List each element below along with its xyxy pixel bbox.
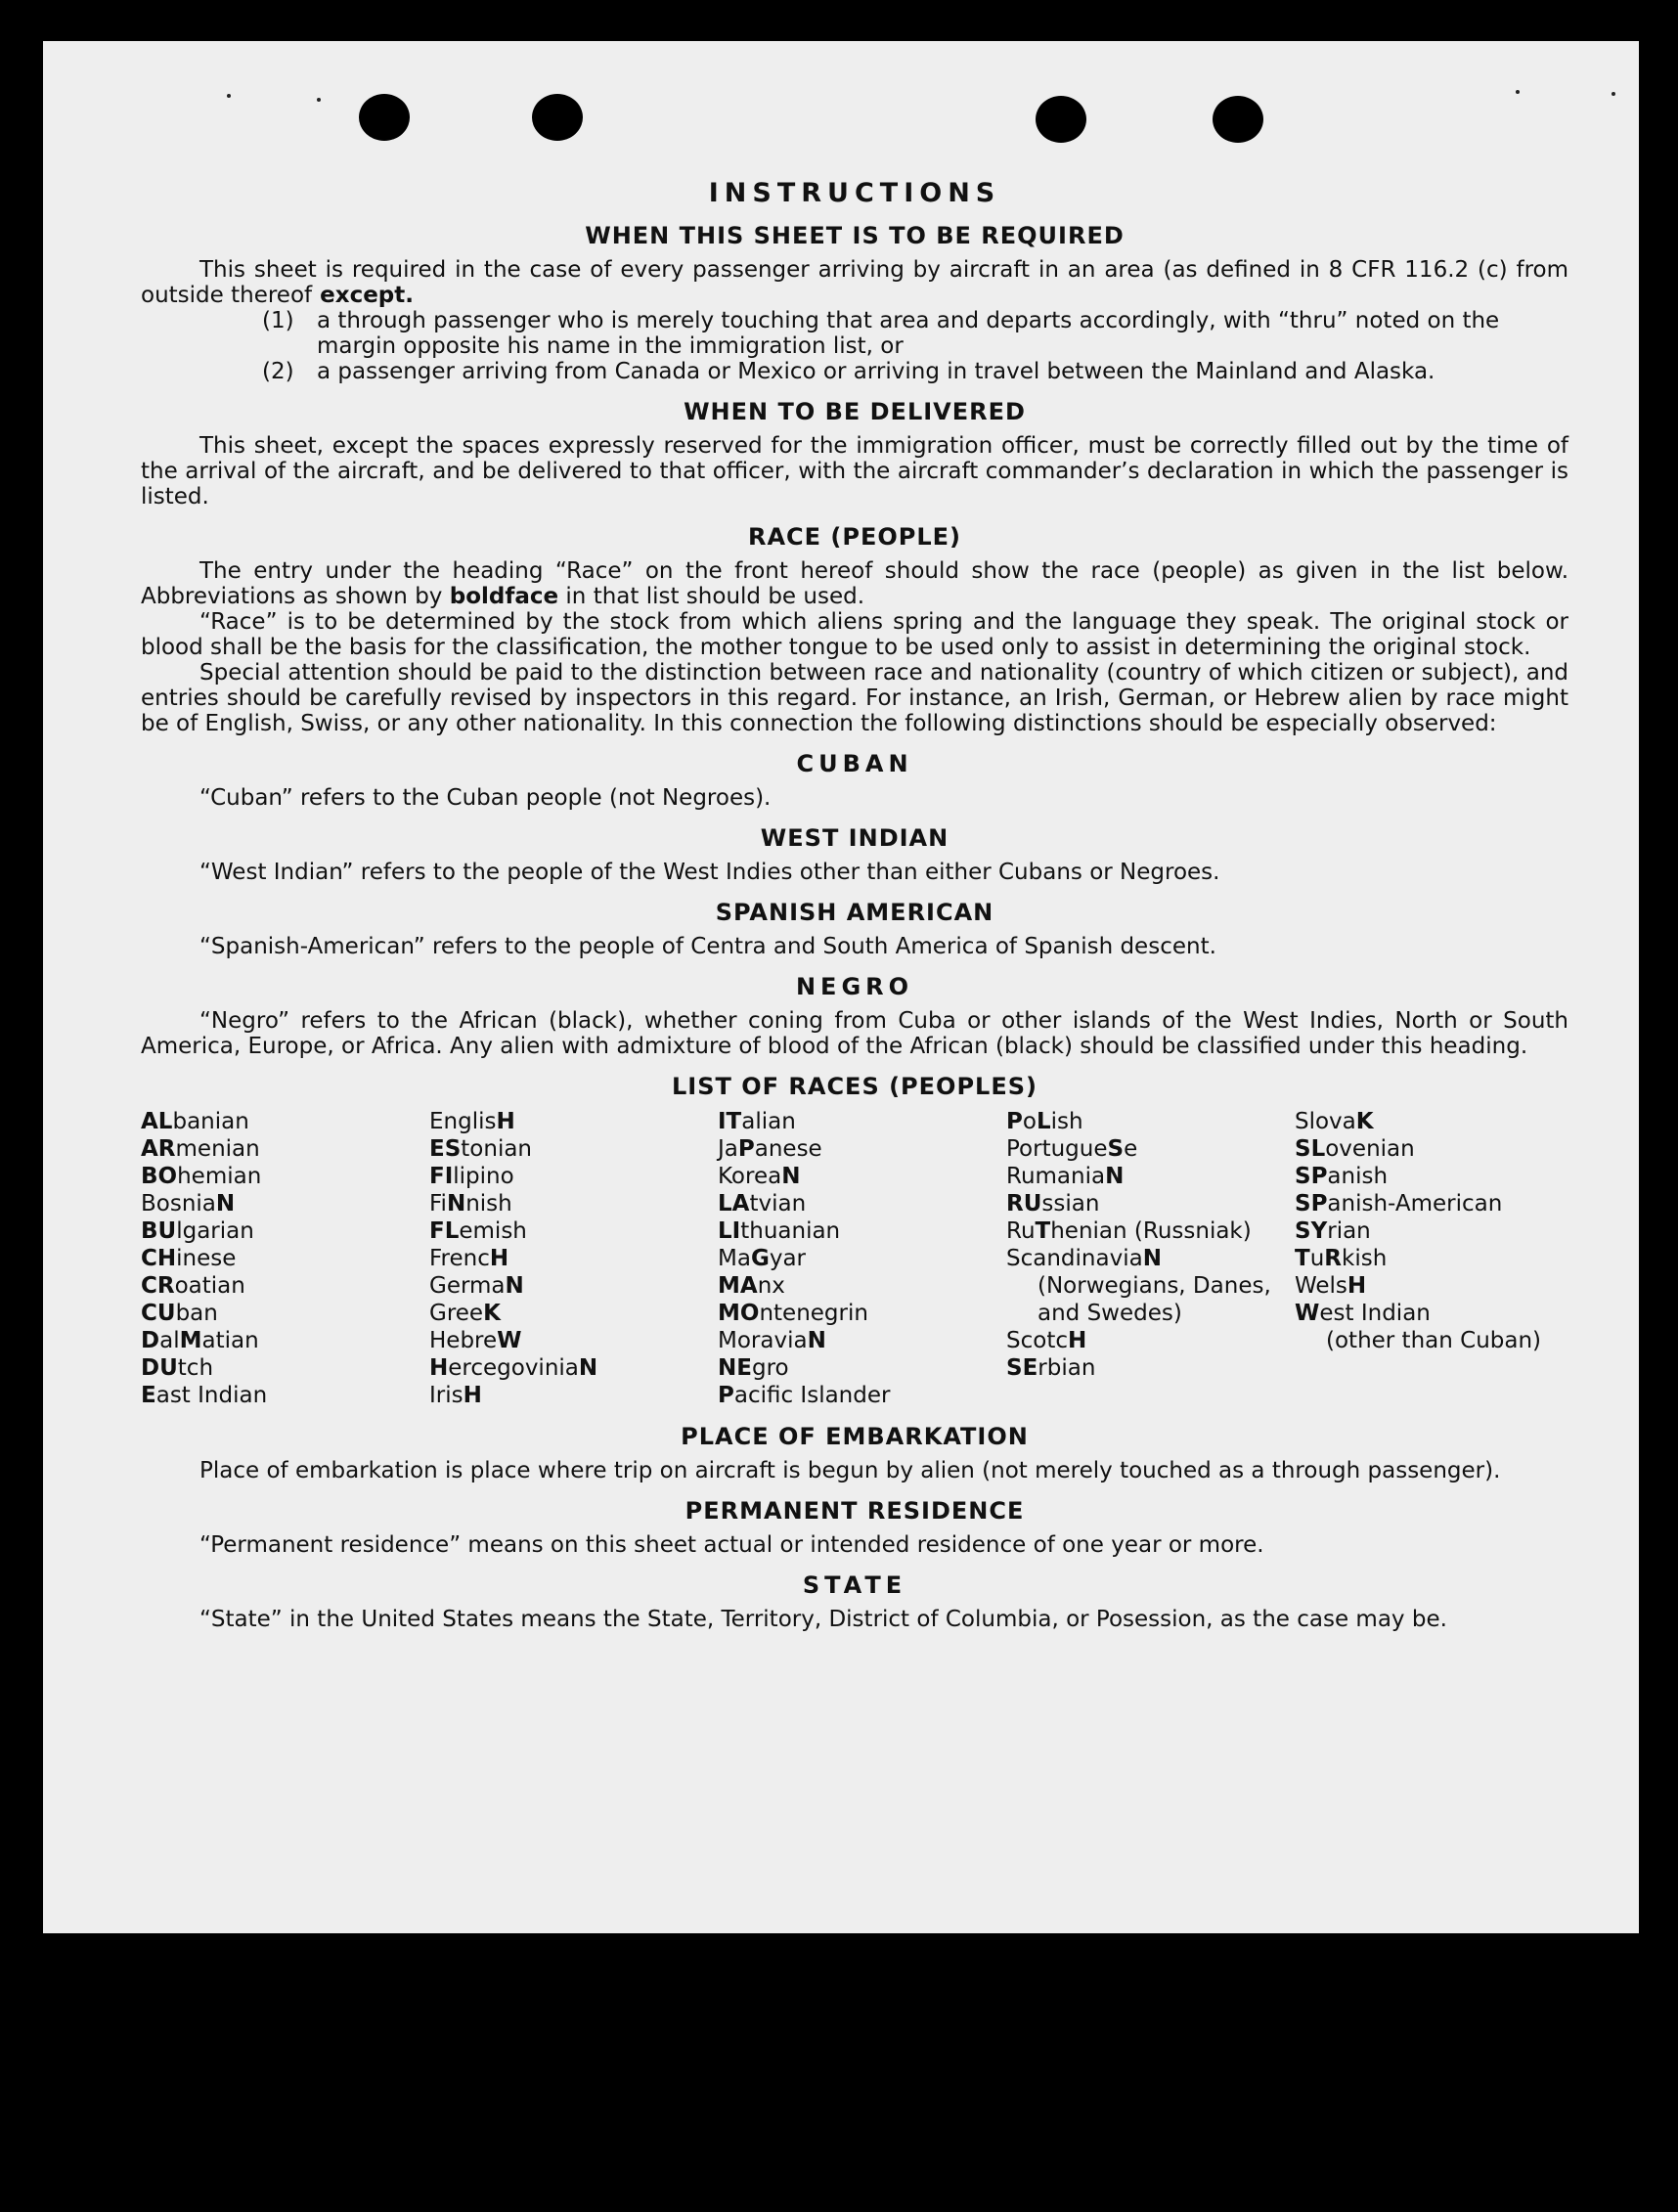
race-entry: PoLish bbox=[1006, 1109, 1083, 1134]
section-heading: RACE (PEOPLE) bbox=[747, 523, 962, 551]
race-entry: MOntenegrin bbox=[718, 1301, 868, 1326]
race-list bbox=[141, 1108, 1568, 1409]
race-entry: HercegoviniaN bbox=[429, 1355, 598, 1381]
punch-hole bbox=[532, 94, 583, 141]
section-heading: STATE bbox=[802, 1571, 907, 1599]
section-heading: PERMANENT RESIDENCE bbox=[684, 1497, 1025, 1525]
paragraph: This sheet, except the spaces expressly reserved for the immigration officer, must be correctly filled out by the time of the arrival of the aircraft, and be delivered to that officer, with the aircraft commander’s declaration in which the passenger is listed. bbox=[141, 433, 1568, 509]
race-entry: East Indian bbox=[141, 1383, 268, 1408]
race-entry: NEgro bbox=[718, 1355, 789, 1381]
paragraph: Place of embarkation is place where trip on aircraft is begun by alien (not merely touched as a through passenger). bbox=[199, 1458, 1501, 1483]
race-entry: FiNnish bbox=[429, 1191, 512, 1217]
race-entry: CHinese bbox=[141, 1246, 237, 1271]
race-entry: DUtch bbox=[141, 1355, 214, 1381]
race-entry: KoreaN bbox=[718, 1164, 801, 1189]
race-entry: GermaN bbox=[429, 1273, 524, 1299]
race-entry: CRoatian bbox=[141, 1273, 245, 1299]
section-heading: SPANISH AMERICAN bbox=[715, 899, 994, 926]
race-entry: LAtvian bbox=[718, 1191, 807, 1217]
section-heading: WHEN THIS SHEET IS TO BE REQUIRED bbox=[585, 222, 1125, 249]
section-heading: PLACE OF EMBARKATION bbox=[681, 1423, 1029, 1450]
paragraph: “Spanish-American” refers to the people of Centra and South America of Spanish descent. bbox=[199, 934, 1216, 959]
race-entry: ALbanian bbox=[141, 1109, 249, 1134]
section-heading: NEGRO bbox=[795, 973, 914, 1000]
race-entry: HebreW bbox=[429, 1328, 522, 1353]
race-column bbox=[141, 1108, 415, 1409]
paragraph: Special attention should be paid to the distinction between race and nationality (country of which citizen or subject), and entries should be carefully revised by inspectors in this regard. For instance, an Irish, German, or Hebrew alien by race might be of English, Swiss, or any other nationality. In this connection the following distinctions should be especially observed: bbox=[141, 660, 1568, 736]
section-heading: WHEN TO BE DELIVERED bbox=[684, 398, 1026, 425]
paragraph: This sheet is required in the case of every passenger arriving by aircraft in an area (as defined in 8 CFR 116.2 (c) from outside thereof except. bbox=[141, 257, 1568, 308]
paragraph: The entry under the heading “Race” on the front hereof should show the race (people) as given in the list below. Abbreviations as shown by boldface in that list should be used. bbox=[141, 558, 1568, 609]
paragraph: “Negro” refers to the African (black), whether coning from Cuba or other islands of the West Indies, North or South America, Europe, or Africa. Any alien with admixture of blood of the African (black) should be classified under this heading. bbox=[141, 1008, 1568, 1059]
race-entry: FIlipino bbox=[429, 1164, 514, 1189]
race-entry: SPanish bbox=[1295, 1164, 1389, 1189]
race-entry: WelsH bbox=[1295, 1273, 1367, 1299]
race-entry: GreeK bbox=[429, 1301, 501, 1326]
race-entry: MaGyar bbox=[718, 1246, 807, 1271]
race-entry: MAnx bbox=[718, 1273, 785, 1299]
race-entry: LIthuanian bbox=[718, 1218, 841, 1244]
race-entry: FrencH bbox=[429, 1246, 509, 1271]
punch-hole bbox=[359, 94, 410, 141]
speck bbox=[227, 94, 231, 98]
race-entry: ScandinaviaN (Norwegians, Danes, and Swedes) bbox=[1006, 1246, 1271, 1326]
race-entry: SLovenian bbox=[1295, 1136, 1415, 1162]
race-entry: RUssian bbox=[1006, 1191, 1100, 1217]
page-title: INSTRUCTIONS bbox=[708, 178, 1001, 208]
punch-hole bbox=[1036, 96, 1086, 143]
paragraph: “Permanent residence” means on this sheet actual or intended residence of one year or more. bbox=[199, 1532, 1264, 1558]
race-entry: ScotcH bbox=[1006, 1328, 1087, 1353]
race-entry: SErbian bbox=[1006, 1355, 1096, 1381]
paragraph: “Cuban” refers to the Cuban people (not Negroes). bbox=[199, 785, 772, 811]
speck bbox=[317, 98, 321, 102]
section-heading: LIST OF RACES (PEOPLES) bbox=[672, 1073, 1038, 1100]
race-entry: RumaniaN bbox=[1006, 1164, 1125, 1189]
race-entry: FLemish bbox=[429, 1218, 527, 1244]
race-entry: BOhemian bbox=[141, 1164, 262, 1189]
section-heading: CUBAN bbox=[796, 750, 913, 777]
race-entry: CUban bbox=[141, 1301, 218, 1326]
race-entry: BosniaN bbox=[141, 1191, 236, 1217]
race-entry: BUlgarian bbox=[141, 1218, 254, 1244]
race-entry: PortugueSe bbox=[1006, 1136, 1138, 1162]
race-entry: JaPanese bbox=[718, 1136, 822, 1162]
race-entry: EStonian bbox=[429, 1136, 533, 1162]
paragraph: “State” in the United States means the State, Territory, District of Columbia, or Posession, as the case may be. bbox=[199, 1607, 1447, 1632]
race-column bbox=[429, 1108, 703, 1409]
race-entry: SPanish-American bbox=[1295, 1191, 1503, 1217]
punch-hole bbox=[1213, 96, 1263, 143]
instructions-content bbox=[141, 178, 1568, 1632]
race-entry: EnglisH bbox=[429, 1109, 515, 1134]
race-entry: TuRkish bbox=[1295, 1246, 1388, 1271]
document-sheet bbox=[43, 41, 1639, 1933]
section-heading: WEST INDIAN bbox=[760, 824, 949, 852]
list-item: (1) a through passenger who is merely touching that area and departs accordingly, with “thru” noted on the margin opposite his name in the immigration list, or bbox=[262, 308, 1500, 359]
race-column bbox=[718, 1108, 992, 1409]
race-entry: SYrian bbox=[1295, 1218, 1371, 1244]
paragraph: “Race” is to be determined by the stock from which aliens spring and the language they speak. The original stock or blood shall be the basis for the classification, the mother tongue to be used only to assist in determining the original stock. bbox=[141, 609, 1568, 660]
paragraph: “West Indian” refers to the people of the West Indies other than either Cubans or Negroes. bbox=[199, 860, 1220, 885]
race-entry: Pacific Islander bbox=[718, 1383, 891, 1408]
race-entry: SlovaK bbox=[1295, 1109, 1374, 1134]
race-entry: West Indian (other than Cuban) bbox=[1295, 1301, 1542, 1353]
speck bbox=[1612, 92, 1615, 96]
race-entry: ARmenian bbox=[141, 1136, 260, 1162]
race-column bbox=[1006, 1108, 1280, 1409]
race-entry: DalMatian bbox=[141, 1328, 259, 1353]
race-entry: RuThenian (Russniak) bbox=[1006, 1218, 1252, 1244]
race-column bbox=[1295, 1108, 1568, 1409]
race-entry: MoraviaN bbox=[718, 1328, 826, 1353]
list-item: (2) a passenger arriving from Canada or Mexico or arriving in travel between the Mainland and Alaska. bbox=[262, 359, 1435, 384]
race-entry: ITalian bbox=[718, 1109, 796, 1134]
race-entry: IrisH bbox=[429, 1383, 482, 1408]
speck bbox=[1516, 90, 1520, 94]
